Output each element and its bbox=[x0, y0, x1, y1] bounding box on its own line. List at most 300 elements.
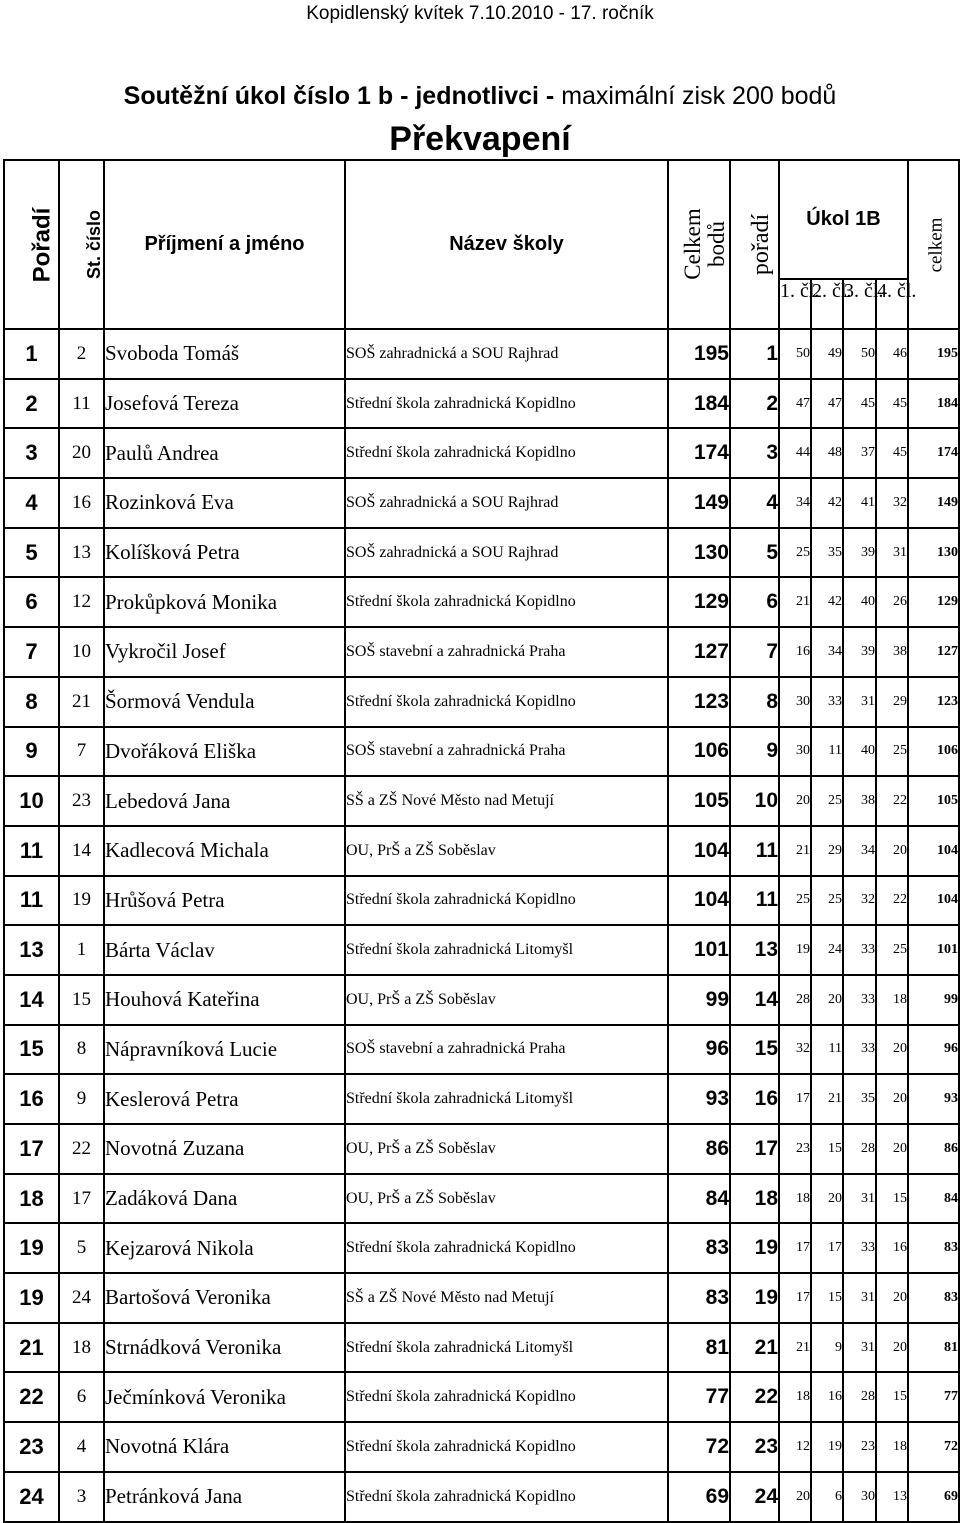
table-row bbox=[4, 925, 959, 975]
cl1-cell: 50 bbox=[779, 329, 811, 379]
poradi-cell: 7 bbox=[730, 627, 779, 677]
header-st-cislo-label: St. číslo bbox=[84, 209, 105, 280]
cl4-cell: 20 bbox=[876, 1074, 908, 1124]
poradi-cell: 19 bbox=[730, 1223, 779, 1273]
rank-cell: 19 bbox=[4, 1223, 59, 1273]
school-cell: OU, PrŠ a ZŠ Soběslav bbox=[345, 1174, 668, 1224]
school-cell: Střední škola zahradnická Kopidlno bbox=[345, 577, 668, 627]
name-cell: Novotná Zuzana bbox=[104, 1124, 345, 1174]
name-cell: Keslerová Petra bbox=[104, 1074, 345, 1124]
cl1-cell: 16 bbox=[779, 627, 811, 677]
poradi-cell: 9 bbox=[730, 727, 779, 777]
rank-cell: 11 bbox=[4, 876, 59, 926]
poradi-cell: 23 bbox=[730, 1422, 779, 1472]
cl3-cell: 30 bbox=[843, 1472, 876, 1522]
table-row bbox=[4, 776, 959, 826]
total-points-cell: 77 bbox=[668, 1372, 730, 1422]
name-cell: Petránková Jana bbox=[104, 1472, 345, 1522]
school-cell: SŠ a ZŠ Nové Město nad Metují bbox=[345, 776, 668, 826]
cl3-cell: 38 bbox=[843, 776, 876, 826]
header-poradi-label: Pořadí bbox=[28, 207, 56, 282]
school-cell: SOŠ zahradnická a SOU Rajhrad bbox=[345, 329, 668, 379]
table-row bbox=[4, 876, 959, 926]
celkem-cell: 184 bbox=[908, 379, 959, 429]
cl2-cell: 24 bbox=[811, 925, 843, 975]
poradi-cell: 3 bbox=[730, 428, 779, 478]
name-cell: Vykročil Josef bbox=[104, 627, 345, 677]
celkem-cell: 104 bbox=[908, 876, 959, 926]
celkem-cell: 84 bbox=[908, 1174, 959, 1224]
cl4-cell: 32 bbox=[876, 478, 908, 528]
cl2-cell: 6 bbox=[811, 1472, 843, 1522]
rank-cell: 9 bbox=[4, 727, 59, 777]
rank-cell: 19 bbox=[4, 1273, 59, 1323]
cl1-cell: 34 bbox=[779, 478, 811, 528]
header-poradi2 bbox=[730, 160, 779, 329]
poradi-cell: 16 bbox=[730, 1074, 779, 1124]
cl3-cell: 31 bbox=[843, 1174, 876, 1224]
rank-cell: 21 bbox=[4, 1323, 59, 1373]
cl1-cell: 23 bbox=[779, 1124, 811, 1174]
st-cislo-cell: 8 bbox=[59, 1025, 104, 1075]
table-header-row bbox=[4, 160, 959, 279]
celkem-cell: 129 bbox=[908, 577, 959, 627]
school-cell: Střední škola zahradnická Kopidlno bbox=[345, 379, 668, 429]
cl2-cell: 17 bbox=[811, 1223, 843, 1273]
cl1-cell: 20 bbox=[779, 1472, 811, 1522]
cl3-cell: 39 bbox=[843, 627, 876, 677]
celkem-cell: 149 bbox=[908, 478, 959, 528]
table-row bbox=[4, 1472, 959, 1522]
cl2-cell: 9 bbox=[811, 1323, 843, 1373]
table-row bbox=[4, 677, 959, 727]
school-cell: SOŠ zahradnická a SOU Rajhrad bbox=[345, 528, 668, 578]
st-cislo-cell: 5 bbox=[59, 1223, 104, 1273]
cl3-cell: 33 bbox=[843, 975, 876, 1025]
total-points-cell: 69 bbox=[668, 1472, 730, 1522]
celkem-cell: 195 bbox=[908, 329, 959, 379]
rank-cell: 1 bbox=[4, 329, 59, 379]
poradi-cell: 11 bbox=[730, 876, 779, 926]
school-cell: OU, PrŠ a ZŠ Soběslav bbox=[345, 975, 668, 1025]
cl2-cell: 34 bbox=[811, 627, 843, 677]
cl1-cell: 28 bbox=[779, 975, 811, 1025]
cl3-cell: 50 bbox=[843, 329, 876, 379]
cl3-cell: 33 bbox=[843, 1223, 876, 1273]
celkem-cell: 83 bbox=[908, 1273, 959, 1323]
poradi-cell: 4 bbox=[730, 478, 779, 528]
cl3-cell: 45 bbox=[843, 379, 876, 429]
table-row bbox=[4, 826, 959, 876]
st-cislo-cell: 16 bbox=[59, 478, 104, 528]
cl3-cell: 34 bbox=[843, 826, 876, 876]
table-row bbox=[4, 1223, 959, 1273]
total-points-cell: 84 bbox=[668, 1174, 730, 1224]
cl1-cell: 47 bbox=[779, 379, 811, 429]
table-row bbox=[4, 528, 959, 578]
name-cell: Ječmínková Veronika bbox=[104, 1372, 345, 1422]
name-cell: Kolíšková Petra bbox=[104, 528, 345, 578]
school-cell: Střední škola zahradnická Kopidlno bbox=[345, 876, 668, 926]
table-row bbox=[4, 1422, 959, 1472]
school-cell: Střední škola zahradnická Litomyšl bbox=[345, 1323, 668, 1373]
header-st-cislo bbox=[59, 160, 104, 329]
header-poradi bbox=[4, 160, 59, 329]
rank-cell: 13 bbox=[4, 925, 59, 975]
cl2-cell: 42 bbox=[811, 577, 843, 627]
cl1-cell: 19 bbox=[779, 925, 811, 975]
table-row bbox=[4, 1074, 959, 1124]
header-cl3: 3. čl. bbox=[843, 279, 876, 329]
cl4-cell: 29 bbox=[876, 677, 908, 727]
cl4-cell: 46 bbox=[876, 329, 908, 379]
cl2-cell: 29 bbox=[811, 826, 843, 876]
poradi-cell: 15 bbox=[730, 1025, 779, 1075]
school-cell: Střední škola zahradnická Kopidlno bbox=[345, 1223, 668, 1273]
celkem-cell: 86 bbox=[908, 1124, 959, 1174]
poradi-cell: 8 bbox=[730, 677, 779, 727]
cl2-cell: 49 bbox=[811, 329, 843, 379]
cl1-cell: 18 bbox=[779, 1372, 811, 1422]
name-cell: Kadlecová Michala bbox=[104, 826, 345, 876]
rank-cell: 22 bbox=[4, 1372, 59, 1422]
cl3-cell: 39 bbox=[843, 528, 876, 578]
cl4-cell: 20 bbox=[876, 1273, 908, 1323]
cl4-cell: 25 bbox=[876, 925, 908, 975]
total-points-cell: 93 bbox=[668, 1074, 730, 1124]
celkem-cell: 101 bbox=[908, 925, 959, 975]
table-row bbox=[4, 577, 959, 627]
st-cislo-cell: 15 bbox=[59, 975, 104, 1025]
header-celkem-bodu bbox=[668, 160, 730, 329]
header-nazev-skoly: Název školy bbox=[345, 160, 668, 329]
cl2-cell: 11 bbox=[811, 1025, 843, 1075]
celkem-cell: 81 bbox=[908, 1323, 959, 1373]
st-cislo-cell: 17 bbox=[59, 1174, 104, 1224]
header-celkem-bodu-label bbox=[681, 208, 729, 280]
table-row bbox=[4, 478, 959, 528]
st-cislo-cell: 11 bbox=[59, 379, 104, 429]
name-cell: Strnádková Veronika bbox=[104, 1323, 345, 1373]
name-cell: Šormová Vendula bbox=[104, 677, 345, 727]
cl1-cell: 30 bbox=[779, 677, 811, 727]
table-row bbox=[4, 379, 959, 429]
page-heading: Překvapení bbox=[389, 120, 571, 158]
school-cell: Střední škola zahradnická Kopidlno bbox=[345, 1372, 668, 1422]
cl1-cell: 12 bbox=[779, 1422, 811, 1472]
results-body bbox=[4, 329, 959, 1522]
table-row bbox=[4, 975, 959, 1025]
school-cell: SOŠ stavební a zahradnická Praha bbox=[345, 1025, 668, 1075]
rank-cell: 18 bbox=[4, 1174, 59, 1224]
cl2-cell: 19 bbox=[811, 1422, 843, 1472]
school-cell: Střední škola zahradnická Kopidlno bbox=[345, 1422, 668, 1472]
cl2-cell: 20 bbox=[811, 1174, 843, 1224]
rank-cell: 15 bbox=[4, 1025, 59, 1075]
celkem-cell: 96 bbox=[908, 1025, 959, 1075]
rank-cell: 7 bbox=[4, 627, 59, 677]
celkem-cell: 106 bbox=[908, 727, 959, 777]
cl3-cell: 40 bbox=[843, 727, 876, 777]
total-points-cell: 104 bbox=[668, 826, 730, 876]
header-cl4: 4. čl. bbox=[876, 279, 908, 329]
cl3-cell: 23 bbox=[843, 1422, 876, 1472]
celkem-cell: 77 bbox=[908, 1372, 959, 1422]
poradi-cell: 11 bbox=[730, 826, 779, 876]
total-points-cell: 101 bbox=[668, 925, 730, 975]
name-cell: Zadáková Dana bbox=[104, 1174, 345, 1224]
poradi-cell: 1 bbox=[730, 329, 779, 379]
results-table bbox=[3, 159, 960, 1523]
cl3-cell: 40 bbox=[843, 577, 876, 627]
cl3-cell: 31 bbox=[843, 677, 876, 727]
cl2-cell: 20 bbox=[811, 975, 843, 1025]
celkem-cell: 93 bbox=[908, 1074, 959, 1124]
rank-cell: 24 bbox=[4, 1472, 59, 1522]
cl4-cell: 18 bbox=[876, 1422, 908, 1472]
total-points-cell: 123 bbox=[668, 677, 730, 727]
st-cislo-cell: 22 bbox=[59, 1124, 104, 1174]
school-cell: Střední škola zahradnická Kopidlno bbox=[345, 1472, 668, 1522]
poradi-cell: 18 bbox=[730, 1174, 779, 1224]
poradi-cell: 14 bbox=[730, 975, 779, 1025]
table-row bbox=[4, 428, 959, 478]
name-cell: Hrůšová Petra bbox=[104, 876, 345, 926]
header-cl2: 2. čl. bbox=[811, 279, 843, 329]
cl3-cell: 31 bbox=[843, 1323, 876, 1373]
header-ukol: Úkol 1B bbox=[779, 160, 908, 279]
celkem-cell: 105 bbox=[908, 776, 959, 826]
name-cell: Josefová Tereza bbox=[104, 379, 345, 429]
st-cislo-cell: 18 bbox=[59, 1323, 104, 1373]
school-cell: SŠ a ZŠ Nové Město nad Metují bbox=[345, 1273, 668, 1323]
cl1-cell: 32 bbox=[779, 1025, 811, 1075]
poradi-cell: 24 bbox=[730, 1472, 779, 1522]
table-row bbox=[4, 627, 959, 677]
rank-cell: 16 bbox=[4, 1074, 59, 1124]
st-cislo-cell: 10 bbox=[59, 627, 104, 677]
cl1-cell: 30 bbox=[779, 727, 811, 777]
cl1-cell: 21 bbox=[779, 1323, 811, 1373]
cl4-cell: 31 bbox=[876, 528, 908, 578]
rank-cell: 14 bbox=[4, 975, 59, 1025]
celkem-cell: 72 bbox=[908, 1422, 959, 1472]
name-cell: Svoboda Tomáš bbox=[104, 329, 345, 379]
cl4-cell: 20 bbox=[876, 826, 908, 876]
celkem-cell: 127 bbox=[908, 627, 959, 677]
task-subtitle bbox=[0, 81, 960, 111]
cl4-cell: 16 bbox=[876, 1223, 908, 1273]
cl4-cell: 20 bbox=[876, 1124, 908, 1174]
school-cell: SOŠ stavební a zahradnická Praha bbox=[345, 627, 668, 677]
cl4-cell: 45 bbox=[876, 379, 908, 429]
cl4-cell: 38 bbox=[876, 627, 908, 677]
school-cell: Střední škola zahradnická Litomyšl bbox=[345, 1074, 668, 1124]
name-cell: Paulů Andrea bbox=[104, 428, 345, 478]
total-points-cell: 72 bbox=[668, 1422, 730, 1472]
poradi-cell: 10 bbox=[730, 776, 779, 826]
cl3-cell: 28 bbox=[843, 1124, 876, 1174]
total-points-cell: 174 bbox=[668, 428, 730, 478]
cl3-cell: 37 bbox=[843, 428, 876, 478]
cl4-cell: 22 bbox=[876, 776, 908, 826]
cl1-cell: 25 bbox=[779, 876, 811, 926]
cl2-cell: 15 bbox=[811, 1124, 843, 1174]
cl4-cell: 13 bbox=[876, 1472, 908, 1522]
st-cislo-cell: 9 bbox=[59, 1074, 104, 1124]
table-row bbox=[4, 1372, 959, 1422]
celkem-cell: 99 bbox=[908, 975, 959, 1025]
name-cell: Houhová Kateřina bbox=[104, 975, 345, 1025]
poradi-cell: 13 bbox=[730, 925, 779, 975]
rank-cell: 2 bbox=[4, 379, 59, 429]
header-poradi2-label: pořadí bbox=[748, 213, 775, 276]
celkem-cell: 104 bbox=[908, 826, 959, 876]
document-top-title: Kopidlenský kvítek 7.10.2010 - 17. ročník bbox=[306, 3, 654, 24]
celkem-cell: 83 bbox=[908, 1223, 959, 1273]
total-points-cell: 127 bbox=[668, 627, 730, 677]
poradi-cell: 6 bbox=[730, 577, 779, 627]
poradi-cell: 22 bbox=[730, 1372, 779, 1422]
cl3-cell: 33 bbox=[843, 1025, 876, 1075]
total-points-cell: 149 bbox=[668, 478, 730, 528]
total-points-cell: 105 bbox=[668, 776, 730, 826]
name-cell: Novotná Klára bbox=[104, 1422, 345, 1472]
cl4-cell: 20 bbox=[876, 1323, 908, 1373]
school-cell: Střední škola zahradnická Kopidlno bbox=[345, 428, 668, 478]
st-cislo-cell: 6 bbox=[59, 1372, 104, 1422]
header-prijmeni: Příjmení a jméno bbox=[104, 160, 345, 329]
total-points-cell: 129 bbox=[668, 577, 730, 627]
celkem-cell: 123 bbox=[908, 677, 959, 727]
cl2-cell: 11 bbox=[811, 727, 843, 777]
cl1-cell: 20 bbox=[779, 776, 811, 826]
total-points-cell: 184 bbox=[668, 379, 730, 429]
header-celkem bbox=[908, 160, 959, 329]
cl2-cell: 35 bbox=[811, 528, 843, 578]
celkem-cell: 69 bbox=[908, 1472, 959, 1522]
rank-cell: 23 bbox=[4, 1422, 59, 1472]
total-points-cell: 130 bbox=[668, 528, 730, 578]
rank-cell: 11 bbox=[4, 826, 59, 876]
cl4-cell: 22 bbox=[876, 876, 908, 926]
name-cell: Kejzarová Nikola bbox=[104, 1223, 345, 1273]
st-cislo-cell: 13 bbox=[59, 528, 104, 578]
subtitle-max-points: maximální zisk 200 bodů bbox=[554, 82, 837, 110]
table-row bbox=[4, 1174, 959, 1224]
st-cislo-cell: 1 bbox=[59, 925, 104, 975]
st-cislo-cell: 2 bbox=[59, 329, 104, 379]
cl2-cell: 47 bbox=[811, 379, 843, 429]
cl2-cell: 16 bbox=[811, 1372, 843, 1422]
cl2-cell: 33 bbox=[811, 677, 843, 727]
name-cell: Nápravníková Lucie bbox=[104, 1025, 345, 1075]
school-cell: SOŠ stavební a zahradnická Praha bbox=[345, 727, 668, 777]
cl3-cell: 35 bbox=[843, 1074, 876, 1124]
cl4-cell: 26 bbox=[876, 577, 908, 627]
cl3-cell: 28 bbox=[843, 1372, 876, 1422]
st-cislo-cell: 21 bbox=[59, 677, 104, 727]
name-cell: Rozinková Eva bbox=[104, 478, 345, 528]
table-row bbox=[4, 1025, 959, 1075]
total-points-cell: 99 bbox=[668, 975, 730, 1025]
cl3-cell: 32 bbox=[843, 876, 876, 926]
cl4-cell: 20 bbox=[876, 1025, 908, 1075]
cl1-cell: 17 bbox=[779, 1074, 811, 1124]
st-cislo-cell: 3 bbox=[59, 1472, 104, 1522]
cl1-cell: 21 bbox=[779, 577, 811, 627]
table-row bbox=[4, 1273, 959, 1323]
cl1-cell: 44 bbox=[779, 428, 811, 478]
total-points-cell: 96 bbox=[668, 1025, 730, 1075]
subtitle-task-label: Soutěžní úkol číslo 1 b - jednotlivci - bbox=[123, 82, 555, 110]
cl4-cell: 18 bbox=[876, 975, 908, 1025]
table-row bbox=[4, 727, 959, 777]
name-cell: Bárta Václav bbox=[104, 925, 345, 975]
cl3-cell: 31 bbox=[843, 1273, 876, 1323]
school-cell: OU, PrŠ a ZŠ Soběslav bbox=[345, 826, 668, 876]
st-cislo-cell: 24 bbox=[59, 1273, 104, 1323]
cl1-cell: 18 bbox=[779, 1174, 811, 1224]
st-cislo-cell: 20 bbox=[59, 428, 104, 478]
cl4-cell: 15 bbox=[876, 1174, 908, 1224]
header-cl1: 1. čl. bbox=[779, 279, 811, 329]
st-cislo-cell: 12 bbox=[59, 577, 104, 627]
rank-cell: 8 bbox=[4, 677, 59, 727]
table-row bbox=[4, 329, 959, 379]
school-cell: Střední škola zahradnická Litomyšl bbox=[345, 925, 668, 975]
total-points-cell: 104 bbox=[668, 876, 730, 926]
cl1-cell: 21 bbox=[779, 826, 811, 876]
poradi-cell: 21 bbox=[730, 1323, 779, 1373]
table-row bbox=[4, 1124, 959, 1174]
poradi-cell: 2 bbox=[730, 379, 779, 429]
total-points-cell: 81 bbox=[668, 1323, 730, 1373]
cl1-cell: 25 bbox=[779, 528, 811, 578]
cl4-cell: 45 bbox=[876, 428, 908, 478]
header-celkem-line2: bodů bbox=[703, 221, 729, 268]
name-cell: Prokůpková Monika bbox=[104, 577, 345, 627]
header-celkem-label: celkem bbox=[925, 217, 947, 273]
cl1-cell: 17 bbox=[779, 1223, 811, 1273]
table-row bbox=[4, 1323, 959, 1373]
total-points-cell: 195 bbox=[668, 329, 730, 379]
cl3-cell: 33 bbox=[843, 925, 876, 975]
celkem-cell: 174 bbox=[908, 428, 959, 478]
total-points-cell: 106 bbox=[668, 727, 730, 777]
name-cell: Lebedová Jana bbox=[104, 776, 345, 826]
school-cell: OU, PrŠ a ZŠ Soběslav bbox=[345, 1124, 668, 1174]
cl4-cell: 15 bbox=[876, 1372, 908, 1422]
header-celkem-line1: Celkem bbox=[679, 208, 705, 280]
st-cislo-cell: 19 bbox=[59, 876, 104, 926]
cl2-cell: 15 bbox=[811, 1273, 843, 1323]
name-cell: Bartošová Veronika bbox=[104, 1273, 345, 1323]
name-cell: Dvořáková Eliška bbox=[104, 727, 345, 777]
poradi-cell: 19 bbox=[730, 1273, 779, 1323]
total-points-cell: 83 bbox=[668, 1223, 730, 1273]
poradi-cell: 17 bbox=[730, 1124, 779, 1174]
school-cell: SOŠ zahradnická a SOU Rajhrad bbox=[345, 478, 668, 528]
cl2-cell: 21 bbox=[811, 1074, 843, 1124]
cl1-cell: 17 bbox=[779, 1273, 811, 1323]
total-points-cell: 83 bbox=[668, 1273, 730, 1323]
rank-cell: 6 bbox=[4, 577, 59, 627]
poradi-cell: 5 bbox=[730, 528, 779, 578]
total-points-cell: 86 bbox=[668, 1124, 730, 1174]
celkem-cell: 130 bbox=[908, 528, 959, 578]
cl2-cell: 25 bbox=[811, 776, 843, 826]
